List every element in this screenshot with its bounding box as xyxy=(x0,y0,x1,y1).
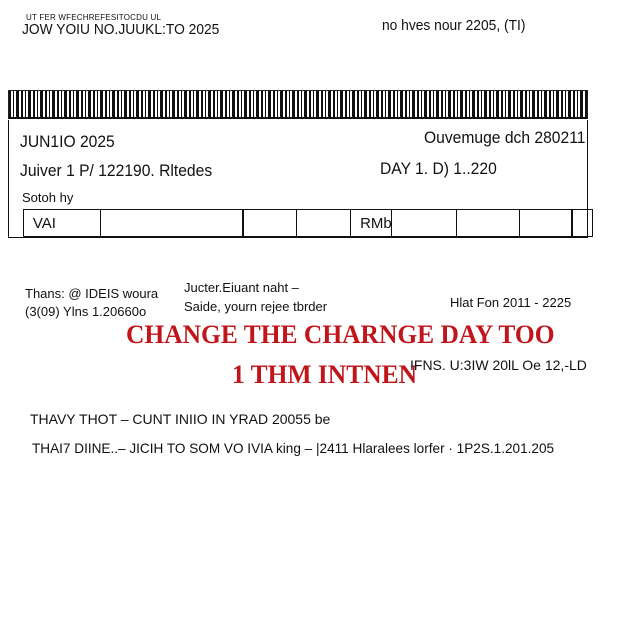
ticket-line2-right: DAY 1. D) 1..220 xyxy=(380,159,497,178)
ticket-cell xyxy=(571,209,593,237)
footer-line2: THAI7 DIINE..– JICIH TO SOM VO IVIA king – |2411 Hlaralees lorfer · 1P2S.1.201.205 xyxy=(32,440,555,456)
ticket-cell: RMb xyxy=(350,209,392,237)
header-title: JOW YOIU NO.JUUKL:TO 2025 xyxy=(22,21,220,38)
note-line1-right: Jucter.Eiuant naht – xyxy=(184,280,299,295)
ticket-cell xyxy=(100,209,244,237)
ticket-line2-left: Juiver 1 P/ 122190. Rltedes xyxy=(20,161,213,180)
change-notice-line2: 1 THM INTNEN xyxy=(232,360,418,389)
change-notice-line1: CHANGE THE CHARNGE DAY TOO xyxy=(126,320,555,349)
ticket-date-left: JUN1IO 2025 xyxy=(20,132,115,151)
ticket-cell xyxy=(242,209,297,237)
header-small-text: UT FER WFECHREFESITOCDU UL xyxy=(26,13,162,22)
ticket-line3: Sotoh hy xyxy=(22,190,74,205)
ticket-cell xyxy=(296,209,351,237)
ticket-cell-row xyxy=(24,209,593,237)
ticket-cell xyxy=(519,209,573,237)
note-line2-right: Saide, yourn rejee tbrder xyxy=(184,299,328,314)
ticket-cell xyxy=(456,209,520,237)
change-notice-side-text: IFNS. U:3IW 20lL Oe 12,-LD xyxy=(410,357,587,373)
ticket-date-right: Ouvemuge dch 280211 xyxy=(424,128,586,147)
ticket-cell: VAI xyxy=(23,209,101,237)
note-line2-left: (3(09) Ylns 1.20660o xyxy=(25,304,147,319)
ticket-cell xyxy=(391,209,457,237)
barcode-divider xyxy=(8,117,588,119)
footer-line1: THAVY THOT – CUNT INIIO IN YRAD 20055 be xyxy=(30,411,331,427)
note-line1-left: Thans: @ IDEIS woura xyxy=(25,286,159,301)
header-right-text: no hves nour 2205, (TI) xyxy=(382,17,526,34)
note-right-text: Hlat Fon 2011 - 2225 xyxy=(450,295,572,310)
barcode xyxy=(8,90,588,119)
